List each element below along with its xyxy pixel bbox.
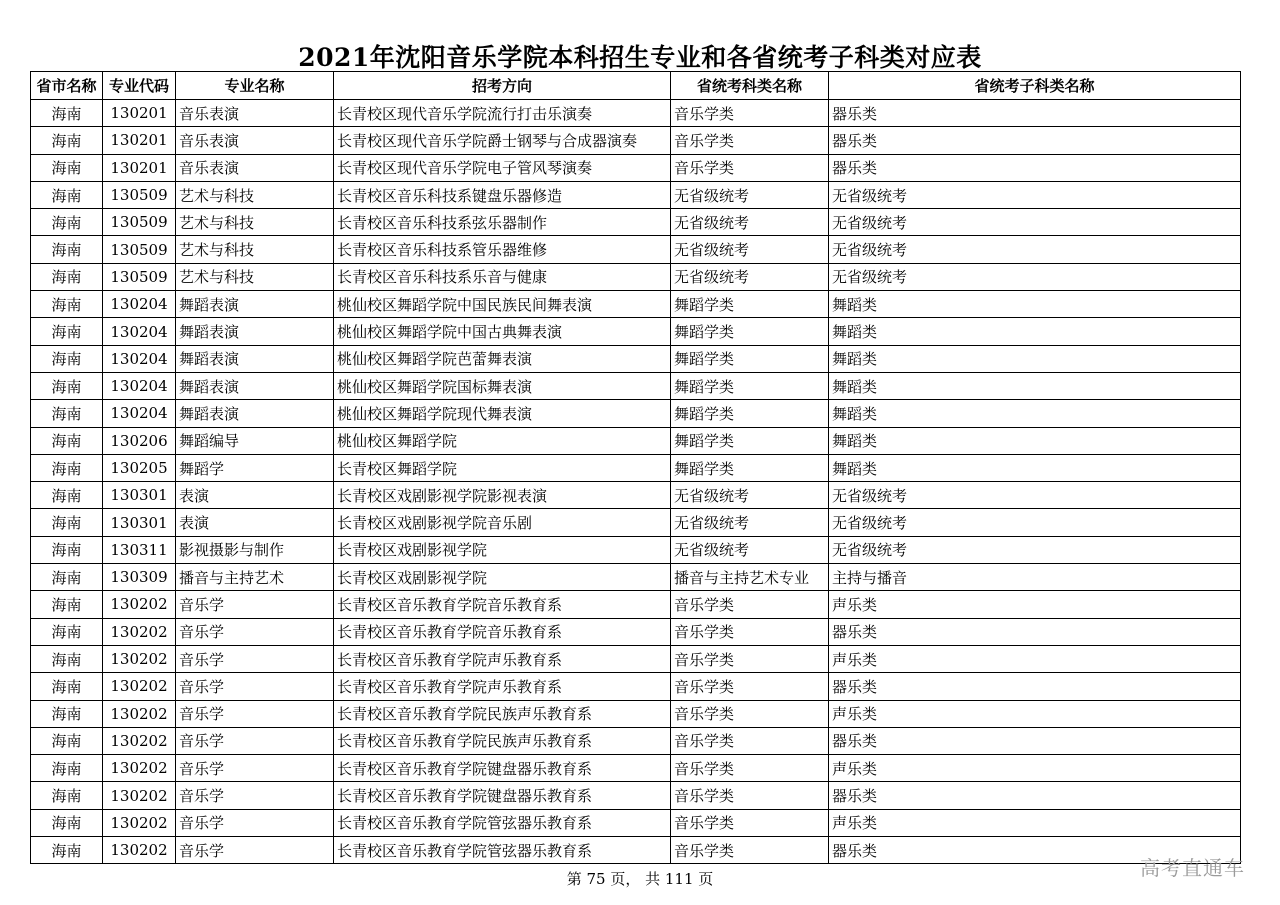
cell-exam-category: 无省级统考 [671, 536, 829, 563]
cell-exam-category: 音乐学类 [671, 154, 829, 181]
cell-direction: 长青校区音乐教育学院声乐教育系 [334, 673, 671, 700]
table-row [31, 263, 1241, 290]
table-row [31, 209, 1241, 236]
cell-major-name: 音乐学 [176, 782, 334, 809]
table-row [31, 291, 1241, 318]
cell-province: 海南 [31, 482, 103, 509]
cell-exam-category: 无省级统考 [671, 509, 829, 536]
cell-major-code: 130202 [103, 809, 176, 836]
cell-direction: 长青校区音乐科技系乐音与健康 [334, 263, 671, 290]
cell-exam-subcategory: 无省级统考 [829, 236, 1241, 263]
cell-exam-category: 音乐学类 [671, 727, 829, 754]
cell-major-code: 130204 [103, 400, 176, 427]
cell-major-code: 130206 [103, 427, 176, 454]
cell-major-name: 音乐学 [176, 591, 334, 618]
cell-direction: 长青校区舞蹈学院 [334, 454, 671, 481]
cell-exam-category: 音乐学类 [671, 618, 829, 645]
cell-province: 海南 [31, 154, 103, 181]
cell-province: 海南 [31, 673, 103, 700]
cell-direction: 长青校区音乐教育学院民族声乐教育系 [334, 727, 671, 754]
cell-exam-category: 音乐学类 [671, 755, 829, 782]
cell-direction: 长青校区音乐教育学院键盘器乐教育系 [334, 782, 671, 809]
cell-province: 海南 [31, 454, 103, 481]
cell-major-name: 音乐表演 [176, 100, 334, 127]
header-exam-subcategory: 省统考子科类名称 [829, 72, 1241, 100]
cell-major-name: 舞蹈编导 [176, 427, 334, 454]
cell-exam-category: 音乐学类 [671, 591, 829, 618]
header-direction: 招考方向 [334, 72, 671, 100]
table-row [31, 372, 1241, 399]
header-major-name: 专业名称 [176, 72, 334, 100]
cell-exam-category: 舞蹈学类 [671, 372, 829, 399]
cell-exam-category: 音乐学类 [671, 782, 829, 809]
cell-exam-category: 音乐学类 [671, 700, 829, 727]
cell-major-name: 音乐学 [176, 645, 334, 672]
cell-exam-subcategory: 无省级统考 [829, 482, 1241, 509]
cell-direction: 桃仙校区舞蹈学院中国古典舞表演 [334, 318, 671, 345]
cell-exam-category: 音乐学类 [671, 809, 829, 836]
cell-province: 海南 [31, 809, 103, 836]
cell-major-code: 130311 [103, 536, 176, 563]
cell-major-name: 音乐学 [176, 700, 334, 727]
cell-major-code: 130202 [103, 700, 176, 727]
page-title: 2021年沈阳音乐学院本科招生专业和各省统考子科类对应表 [298, 43, 982, 72]
table-row [31, 318, 1241, 345]
cell-direction: 长青校区音乐教育学院管弦器乐教育系 [334, 837, 671, 864]
cell-direction: 桃仙校区舞蹈学院芭蕾舞表演 [334, 345, 671, 372]
cell-exam-subcategory: 声乐类 [829, 700, 1241, 727]
table-row [31, 127, 1241, 154]
table-row [31, 564, 1241, 591]
cell-exam-subcategory: 舞蹈类 [829, 454, 1241, 481]
cell-major-code: 130202 [103, 755, 176, 782]
cell-major-code: 130202 [103, 618, 176, 645]
cell-major-code: 130301 [103, 482, 176, 509]
table-row [31, 100, 1241, 127]
cell-major-name: 舞蹈学 [176, 454, 334, 481]
cell-exam-subcategory: 器乐类 [829, 127, 1241, 154]
cell-province: 海南 [31, 618, 103, 645]
page-number: 第 75 页， 共 111 页 [566, 870, 714, 888]
cell-exam-subcategory: 舞蹈类 [829, 318, 1241, 345]
cell-province: 海南 [31, 100, 103, 127]
table-row [31, 700, 1241, 727]
cell-province: 海南 [31, 291, 103, 318]
table-row [31, 536, 1241, 563]
cell-major-code: 130509 [103, 263, 176, 290]
cell-exam-category: 无省级统考 [671, 236, 829, 263]
cell-major-code: 130202 [103, 645, 176, 672]
cell-exam-category: 舞蹈学类 [671, 318, 829, 345]
cell-major-name: 表演 [176, 482, 334, 509]
cell-major-name: 舞蹈表演 [176, 291, 334, 318]
cell-province: 海南 [31, 400, 103, 427]
cell-exam-subcategory: 无省级统考 [829, 263, 1241, 290]
cell-exam-category: 舞蹈学类 [671, 427, 829, 454]
table-row [31, 809, 1241, 836]
cell-exam-subcategory: 器乐类 [829, 727, 1241, 754]
cell-exam-category: 无省级统考 [671, 482, 829, 509]
cell-exam-category: 音乐学类 [671, 127, 829, 154]
cell-exam-subcategory: 无省级统考 [829, 509, 1241, 536]
cell-province: 海南 [31, 782, 103, 809]
cell-exam-category: 舞蹈学类 [671, 345, 829, 372]
cell-major-code: 130201 [103, 127, 176, 154]
cell-major-name: 影视摄影与制作 [176, 536, 334, 563]
cell-major-code: 130309 [103, 564, 176, 591]
cell-direction: 长青校区戏剧影视学院音乐剧 [334, 509, 671, 536]
cell-exam-category: 舞蹈学类 [671, 400, 829, 427]
cell-direction: 桃仙校区舞蹈学院 [334, 427, 671, 454]
cell-exam-subcategory: 器乐类 [829, 782, 1241, 809]
cell-major-code: 130202 [103, 727, 176, 754]
table-row [31, 236, 1241, 263]
cell-province: 海南 [31, 127, 103, 154]
cell-major-code: 130202 [103, 591, 176, 618]
cell-province: 海南 [31, 645, 103, 672]
cell-province: 海南 [31, 700, 103, 727]
table-row [31, 755, 1241, 782]
table-row [31, 345, 1241, 372]
cell-major-name: 表演 [176, 509, 334, 536]
table-header-row [31, 72, 1241, 100]
cell-exam-subcategory: 舞蹈类 [829, 427, 1241, 454]
cell-major-code: 130204 [103, 372, 176, 399]
cell-exam-subcategory: 声乐类 [829, 755, 1241, 782]
cell-direction: 长青校区音乐教育学院管弦器乐教育系 [334, 809, 671, 836]
cell-exam-category: 音乐学类 [671, 645, 829, 672]
cell-province: 海南 [31, 755, 103, 782]
cell-direction: 长青校区现代音乐学院流行打击乐演奏 [334, 100, 671, 127]
cell-direction: 长青校区音乐科技系管乐器维修 [334, 236, 671, 263]
cell-province: 海南 [31, 181, 103, 208]
cell-exam-subcategory: 无省级统考 [829, 181, 1241, 208]
cell-major-code: 130201 [103, 100, 176, 127]
cell-exam-subcategory: 舞蹈类 [829, 291, 1241, 318]
table-row [31, 427, 1241, 454]
cell-major-name: 艺术与科技 [176, 236, 334, 263]
cell-major-name: 音乐学 [176, 673, 334, 700]
table-row [31, 400, 1241, 427]
cell-major-name: 艺术与科技 [176, 181, 334, 208]
cell-major-code: 130509 [103, 209, 176, 236]
cell-exam-subcategory: 舞蹈类 [829, 345, 1241, 372]
table-row [31, 645, 1241, 672]
cell-major-code: 130301 [103, 509, 176, 536]
cell-direction: 长青校区音乐教育学院键盘器乐教育系 [334, 755, 671, 782]
watermark: 高考直通车 [1140, 856, 1245, 880]
cell-major-code: 130509 [103, 181, 176, 208]
cell-major-code: 130204 [103, 291, 176, 318]
cell-exam-category: 无省级统考 [671, 209, 829, 236]
cell-exam-category: 音乐学类 [671, 673, 829, 700]
cell-exam-subcategory: 器乐类 [829, 100, 1241, 127]
cell-province: 海南 [31, 564, 103, 591]
cell-major-code: 130201 [103, 154, 176, 181]
cell-exam-category: 播音与主持艺术专业 [671, 564, 829, 591]
cell-province: 海南 [31, 372, 103, 399]
cell-direction: 长青校区现代音乐学院爵士钢琴与合成器演奏 [334, 127, 671, 154]
cell-exam-subcategory: 舞蹈类 [829, 400, 1241, 427]
table-row [31, 837, 1241, 864]
cell-major-code: 130205 [103, 454, 176, 481]
cell-province: 海南 [31, 318, 103, 345]
table-row [31, 181, 1241, 208]
cell-exam-subcategory: 器乐类 [829, 837, 1241, 864]
table-row [31, 591, 1241, 618]
cell-province: 海南 [31, 263, 103, 290]
cell-major-code: 130202 [103, 673, 176, 700]
cell-exam-subcategory: 器乐类 [829, 673, 1241, 700]
table-row [31, 782, 1241, 809]
cell-direction: 长青校区戏剧影视学院影视表演 [334, 482, 671, 509]
cell-major-code: 130202 [103, 837, 176, 864]
cell-direction: 长青校区音乐教育学院民族声乐教育系 [334, 700, 671, 727]
table-row [31, 673, 1241, 700]
cell-major-name: 播音与主持艺术 [176, 564, 334, 591]
cell-major-name: 舞蹈表演 [176, 345, 334, 372]
cell-exam-category: 音乐学类 [671, 100, 829, 127]
cell-major-name: 音乐学 [176, 755, 334, 782]
cell-direction: 桃仙校区舞蹈学院现代舞表演 [334, 400, 671, 427]
cell-direction: 桃仙校区舞蹈学院中国民族民间舞表演 [334, 291, 671, 318]
cell-direction: 长青校区现代音乐学院电子管风琴演奏 [334, 154, 671, 181]
admissions-table [30, 71, 1241, 864]
cell-major-name: 音乐学 [176, 727, 334, 754]
cell-province: 海南 [31, 591, 103, 618]
cell-direction: 长青校区音乐教育学院声乐教育系 [334, 645, 671, 672]
cell-exam-category: 无省级统考 [671, 181, 829, 208]
cell-major-name: 音乐表演 [176, 154, 334, 181]
cell-exam-category: 音乐学类 [671, 837, 829, 864]
cell-exam-subcategory: 主持与播音 [829, 564, 1241, 591]
cell-exam-subcategory: 无省级统考 [829, 209, 1241, 236]
cell-major-name: 音乐表演 [176, 127, 334, 154]
table-row [31, 154, 1241, 181]
table-row [31, 727, 1241, 754]
cell-major-name: 音乐学 [176, 837, 334, 864]
header-exam-category: 省统考科类名称 [671, 72, 829, 100]
cell-direction: 长青校区戏剧影视学院 [334, 536, 671, 563]
cell-major-name: 艺术与科技 [176, 263, 334, 290]
cell-exam-category: 无省级统考 [671, 263, 829, 290]
cell-province: 海南 [31, 345, 103, 372]
cell-province: 海南 [31, 509, 103, 536]
cell-major-name: 舞蹈表演 [176, 372, 334, 399]
cell-exam-subcategory: 舞蹈类 [829, 372, 1241, 399]
header-major-code: 专业代码 [103, 72, 176, 100]
cell-major-name: 艺术与科技 [176, 209, 334, 236]
cell-direction: 长青校区戏剧影视学院 [334, 564, 671, 591]
cell-province: 海南 [31, 209, 103, 236]
cell-province: 海南 [31, 536, 103, 563]
cell-exam-subcategory: 无省级统考 [829, 536, 1241, 563]
cell-direction: 长青校区音乐教育学院音乐教育系 [334, 591, 671, 618]
header-province: 省市名称 [31, 72, 103, 100]
table-row [31, 618, 1241, 645]
cell-major-name: 音乐学 [176, 618, 334, 645]
cell-major-name: 舞蹈表演 [176, 318, 334, 345]
cell-major-name: 舞蹈表演 [176, 400, 334, 427]
cell-exam-subcategory: 器乐类 [829, 618, 1241, 645]
table-body [31, 100, 1241, 864]
cell-major-code: 130202 [103, 782, 176, 809]
table-row [31, 482, 1241, 509]
table-row [31, 509, 1241, 536]
cell-direction: 长青校区音乐科技系键盘乐器修造 [334, 181, 671, 208]
table-row [31, 454, 1241, 481]
cell-exam-subcategory: 声乐类 [829, 809, 1241, 836]
cell-major-code: 130204 [103, 318, 176, 345]
cell-province: 海南 [31, 427, 103, 454]
cell-exam-subcategory: 器乐类 [829, 154, 1241, 181]
cell-exam-category: 舞蹈学类 [671, 291, 829, 318]
cell-exam-subcategory: 声乐类 [829, 591, 1241, 618]
cell-exam-category: 舞蹈学类 [671, 454, 829, 481]
cell-province: 海南 [31, 837, 103, 864]
cell-major-name: 音乐学 [176, 809, 334, 836]
cell-direction: 桃仙校区舞蹈学院国标舞表演 [334, 372, 671, 399]
cell-exam-subcategory: 声乐类 [829, 645, 1241, 672]
cell-province: 海南 [31, 236, 103, 263]
cell-direction: 长青校区音乐科技系弦乐器制作 [334, 209, 671, 236]
cell-major-code: 130204 [103, 345, 176, 372]
cell-major-code: 130509 [103, 236, 176, 263]
cell-direction: 长青校区音乐教育学院音乐教育系 [334, 618, 671, 645]
cell-province: 海南 [31, 727, 103, 754]
